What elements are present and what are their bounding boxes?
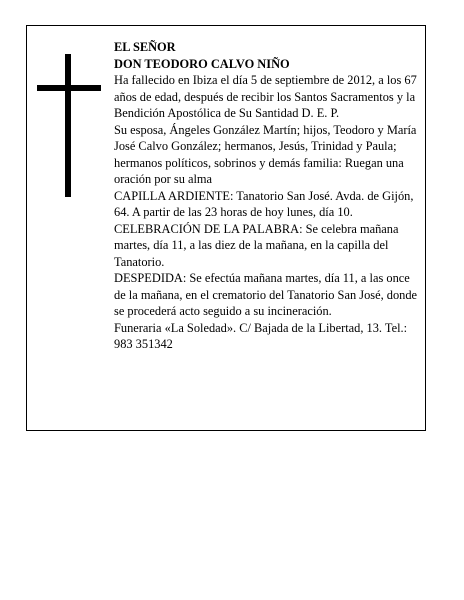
cross-icon: [37, 54, 101, 197]
funeral-home-info: Funeraria «La Soledad». C/ Bajada de la Libertad, 13. Tel.: 983 351342: [114, 320, 408, 351]
family-mourners: Su esposa, Ángeles González Martín; hijos, Teodoro y María José Calvo González; hermanos, Jesús, Trinidad y Paula; hermanos políticos, sobrinos y demás familia: Ruegan una oración por su alma: [114, 122, 417, 186]
farewell-info: DESPEDIDA: Se efectúa mañana martes, día 11, a las once de la mañana, en el crematorio del Tanatorio San José, donde se procederá acto seguido a su incineración.: [114, 271, 418, 318]
cross-vertical-bar: [65, 54, 71, 197]
death-announcement: Ha fallecido en Ibiza el día 5 de septiembre de 2012, a los 67 años de edad, después de recibir los Santos Sacramentos y la Bendición Apostólica de Su Santidad D. E. P.: [114, 73, 417, 120]
cross-horizontal-bar: [37, 85, 101, 91]
notice-text: [114, 39, 424, 353]
notice-title: EL SEÑOR: [114, 40, 176, 54]
ceremony-info: CELEBRACIÓN DE LA PALABRA: Se celebra mañana martes, día 11, a las diez de la mañana, en la capilla del Tanatorio.: [114, 221, 399, 269]
chapel-info: CAPILLA ARDIENTE: Tanatorio San José. Avda. de Gijón, 64. A partir de las 23 horas de hoy lunes, día 10.: [114, 188, 414, 219]
deceased-name: DON TEODORO CALVO NIÑO: [114, 56, 290, 71]
